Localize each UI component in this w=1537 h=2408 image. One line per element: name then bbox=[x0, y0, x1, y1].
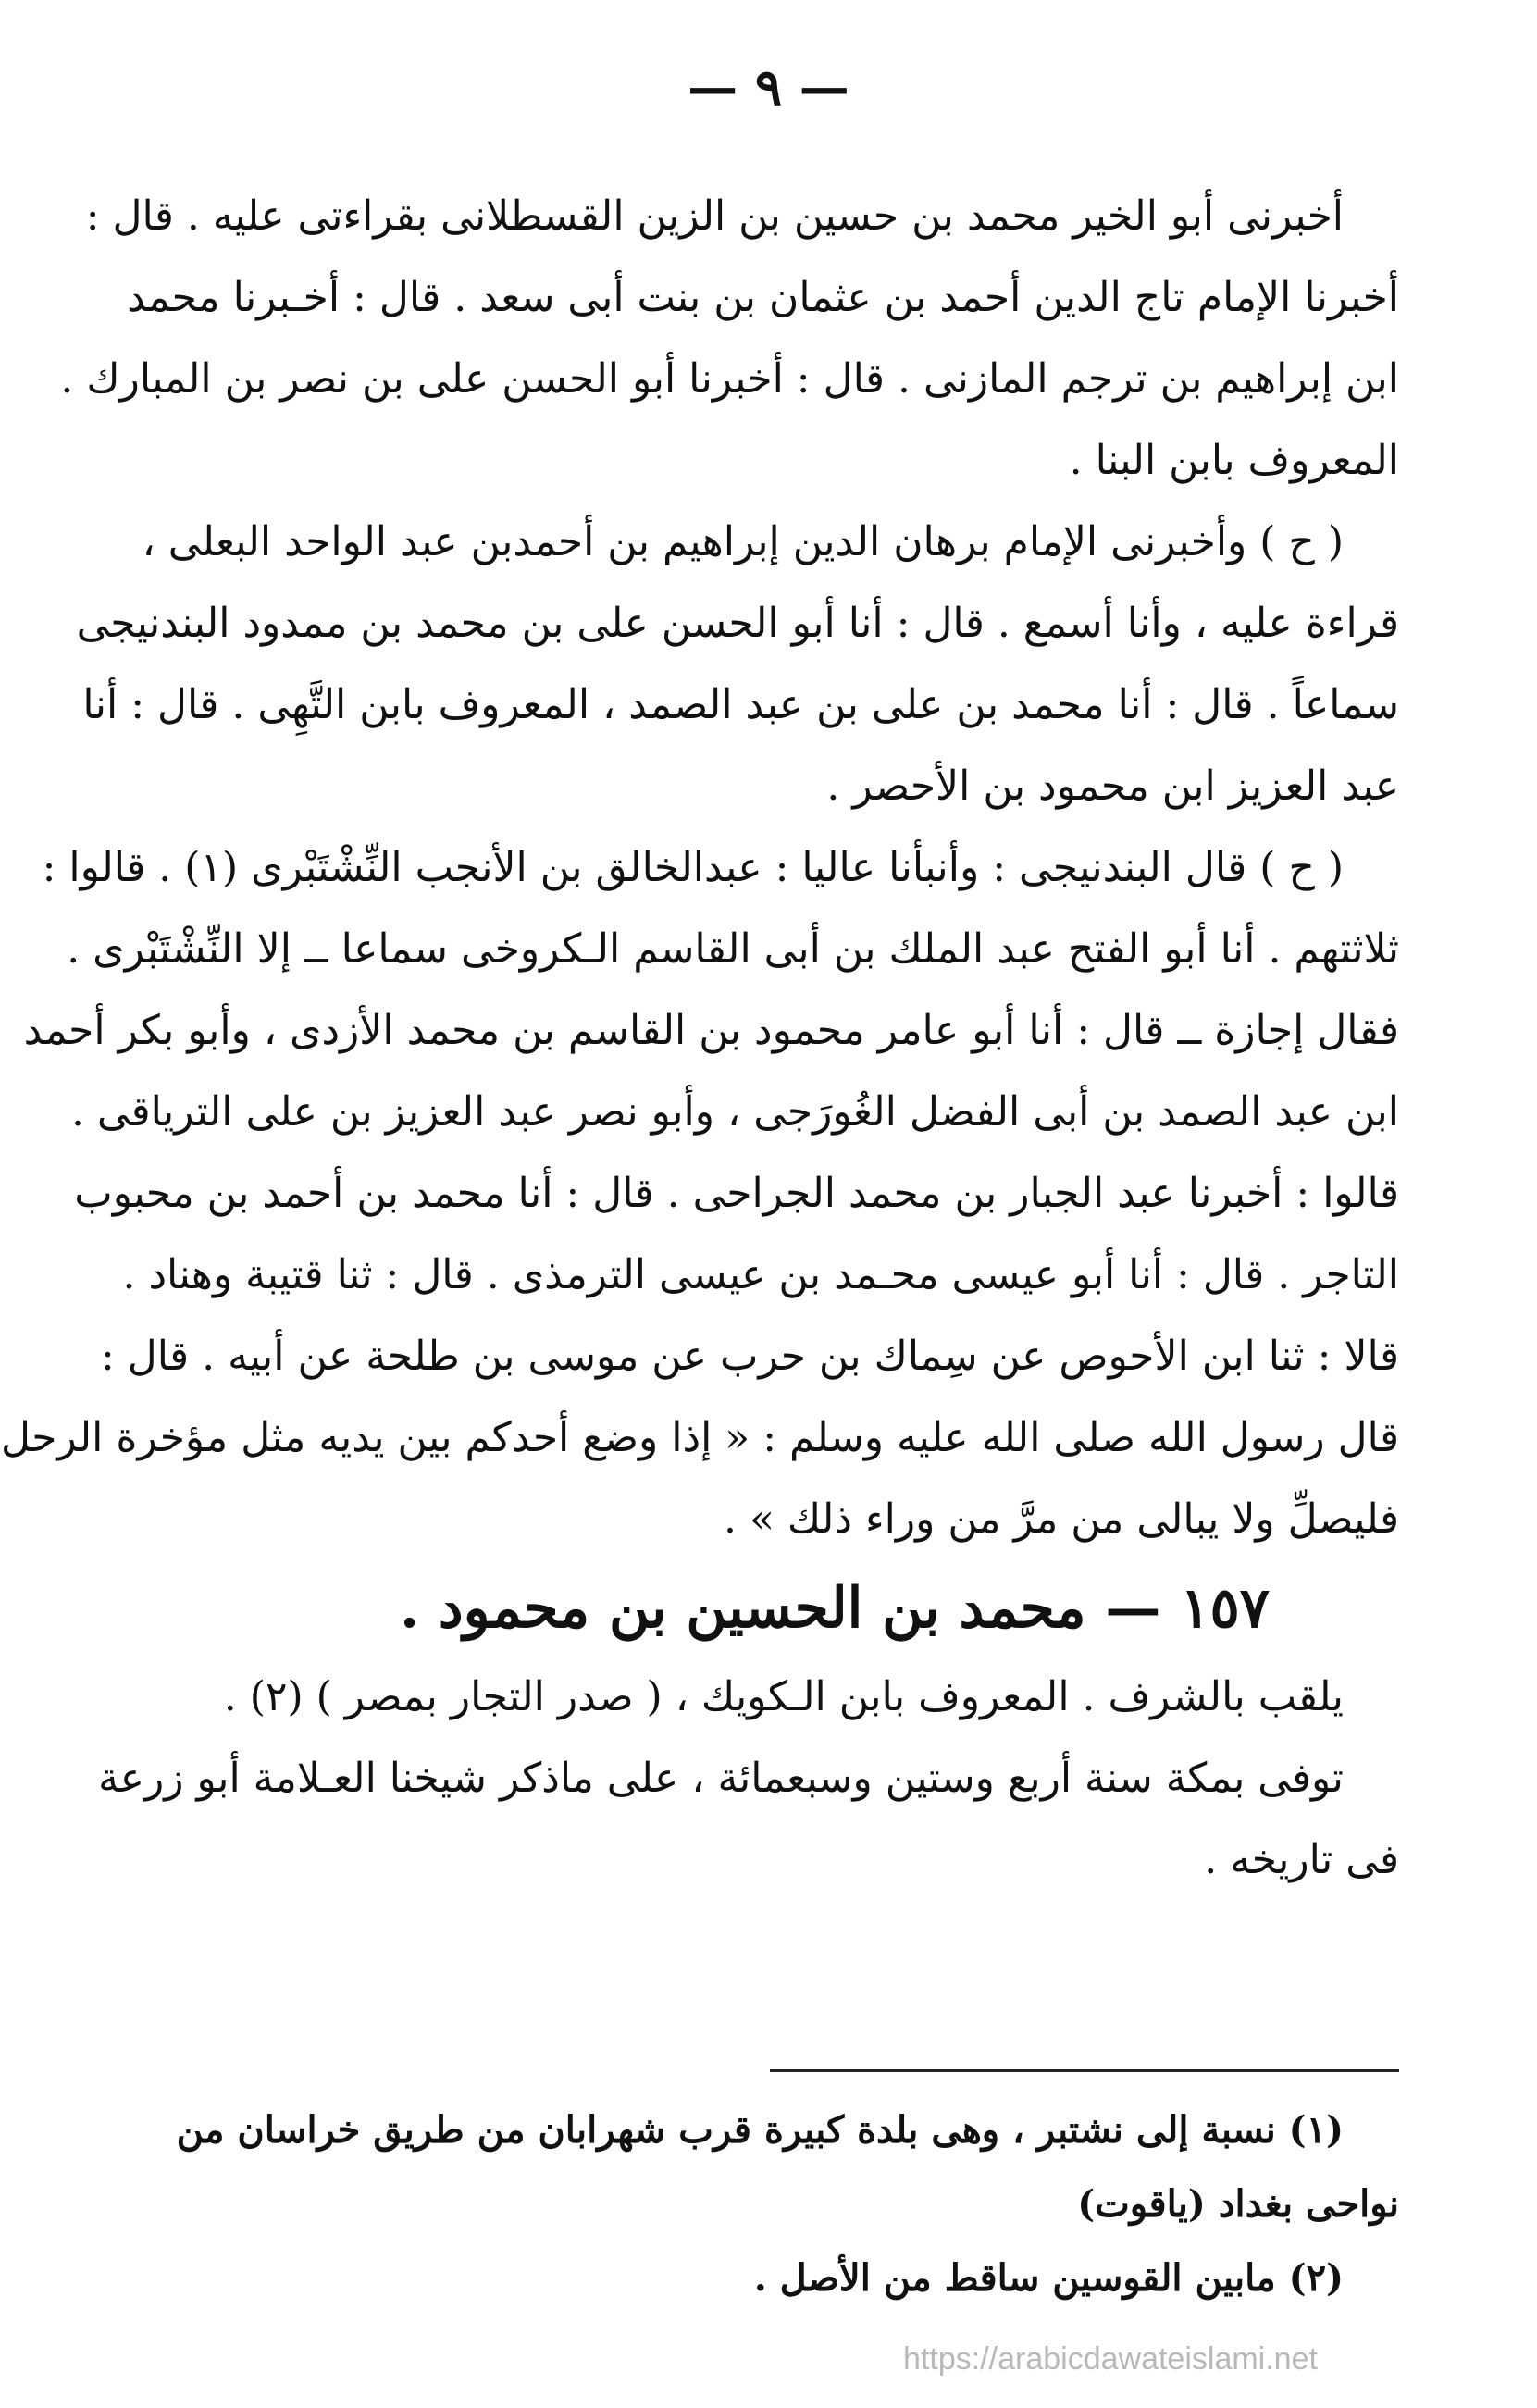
watermark-url: https://arabicdawateislami.net bbox=[903, 2341, 1318, 2377]
text-line: قالوا : أخبرنا عبد الجبار بن محمد الجراحى . قال : أنا محمد بن أحمد بن محبوب bbox=[74, 1170, 1399, 1217]
entry-text-line: توفى بمكة سنة أربع وستين وسبعمائة ، على ماذكر شيخنا العـلامة أبو زرعة bbox=[98, 1755, 1344, 1802]
footnotes bbox=[176, 2093, 1399, 2315]
entry-text-line: فى تاريخه . bbox=[1204, 1836, 1399, 1883]
text-line: قراءة عليه ، وأنا أسمع . قال : أنا أبو الحسن على بن محمد بن ممدود البندنيجى bbox=[76, 600, 1399, 647]
footnote-line: (١) نسبة إلى نشتبر ، وهى بلدة كبيرة قرب شهرابان من طريق خراسان من bbox=[176, 2108, 1344, 2152]
text-line: ( ح ) قال البندنيجى : وأنبأنا عاليا : عبدالخالق بن الأنجب النِّشْتَبْرى (١) . قالوا : bbox=[42, 844, 1344, 891]
text-line: التاجر . قال : أنا أبو عيسى محـمد بن عيسى الترمذى . قال : ثنا قتيبة وهناد . bbox=[122, 1251, 1399, 1298]
text-line: سماعاً . قال : أنا محمد بن على بن عبد الصمد ، المعروف بابن التَّهِى . قال : أنا bbox=[82, 681, 1399, 728]
text-line: عبد العزيز ابن محمود بن الأحصر . bbox=[826, 763, 1399, 810]
text-line: فقال إجازة ــ قال : أنا أبو عامر محمود بن القاسم بن محمد الأزدى ، وأبو بكر أحمد bbox=[23, 1007, 1399, 1054]
text-line: أخبرنا الإمام تاج الدين أحمد بن عثمان بن بنت أبى سعد . قال : أخـبرنا محمد bbox=[127, 274, 1399, 321]
text-line: ابن إبراهيم بن ترجم المازنى . قال : أخبرنا أبو الحسن على بن نصر بن المبارك . bbox=[60, 355, 1399, 403]
page-number: — ٩ — bbox=[688, 57, 849, 117]
footnote-divider bbox=[770, 2069, 1399, 2072]
footnote-line: (٢) مابين القوسين ساقط من الأصل . bbox=[753, 2256, 1344, 2300]
text-line: ( ح ) وأخبرنى الإمام برهان الدين إبراهيم بن أحمدبن عبد الواحد البعلى ، bbox=[142, 518, 1344, 565]
text-line: فليصلِّ ولا يبالى من مرَّ من وراء ذلك » . bbox=[724, 1496, 1399, 1543]
text-line: قال رسول الله صلى الله عليه وسلم : « إذا وضع أحدكم بين يديه مثل مؤخرة الرحل bbox=[0, 1414, 1399, 1461]
entry-text-line: يلقب بالشرف . المعروف بابن الـكويك ، ( صدر التجار بمصر ) (٢) . bbox=[223, 1673, 1344, 1720]
text-line: قالا : ثنا ابن الأحوص عن سِماك بن حرب عن موسى بن طلحة عن أبيه . قال : bbox=[100, 1333, 1399, 1380]
entry-paragraphs bbox=[98, 1657, 1399, 1901]
footnote-line: نواحى بغداد (ياقوت) bbox=[1077, 2182, 1399, 2226]
main-text bbox=[0, 176, 1399, 1901]
text-line: أخبرنى أبو الخير محمد بن حسين بن الزين القسطلانى بقراءتى عليه . قال : bbox=[85, 192, 1344, 240]
text-line: ابن عبد الصمد بن أبى الفضل الغُورَجى ، وأبو نصر عبد العزيز بن على الترياقى . bbox=[70, 1088, 1399, 1136]
entry-heading: ١٥٧ — محمد بن الحسين بن محمود . bbox=[400, 1576, 1270, 1641]
text-line: المعروف بابن البنا . bbox=[1069, 437, 1399, 484]
text-line: ثلاثتهم . أنا أبو الفتح عبد الملك بن أبى القاسم الـكروخى سماعا ــ إلا النِّشْتَبْرى . bbox=[67, 925, 1399, 973]
body-paragraphs bbox=[0, 176, 1399, 1560]
